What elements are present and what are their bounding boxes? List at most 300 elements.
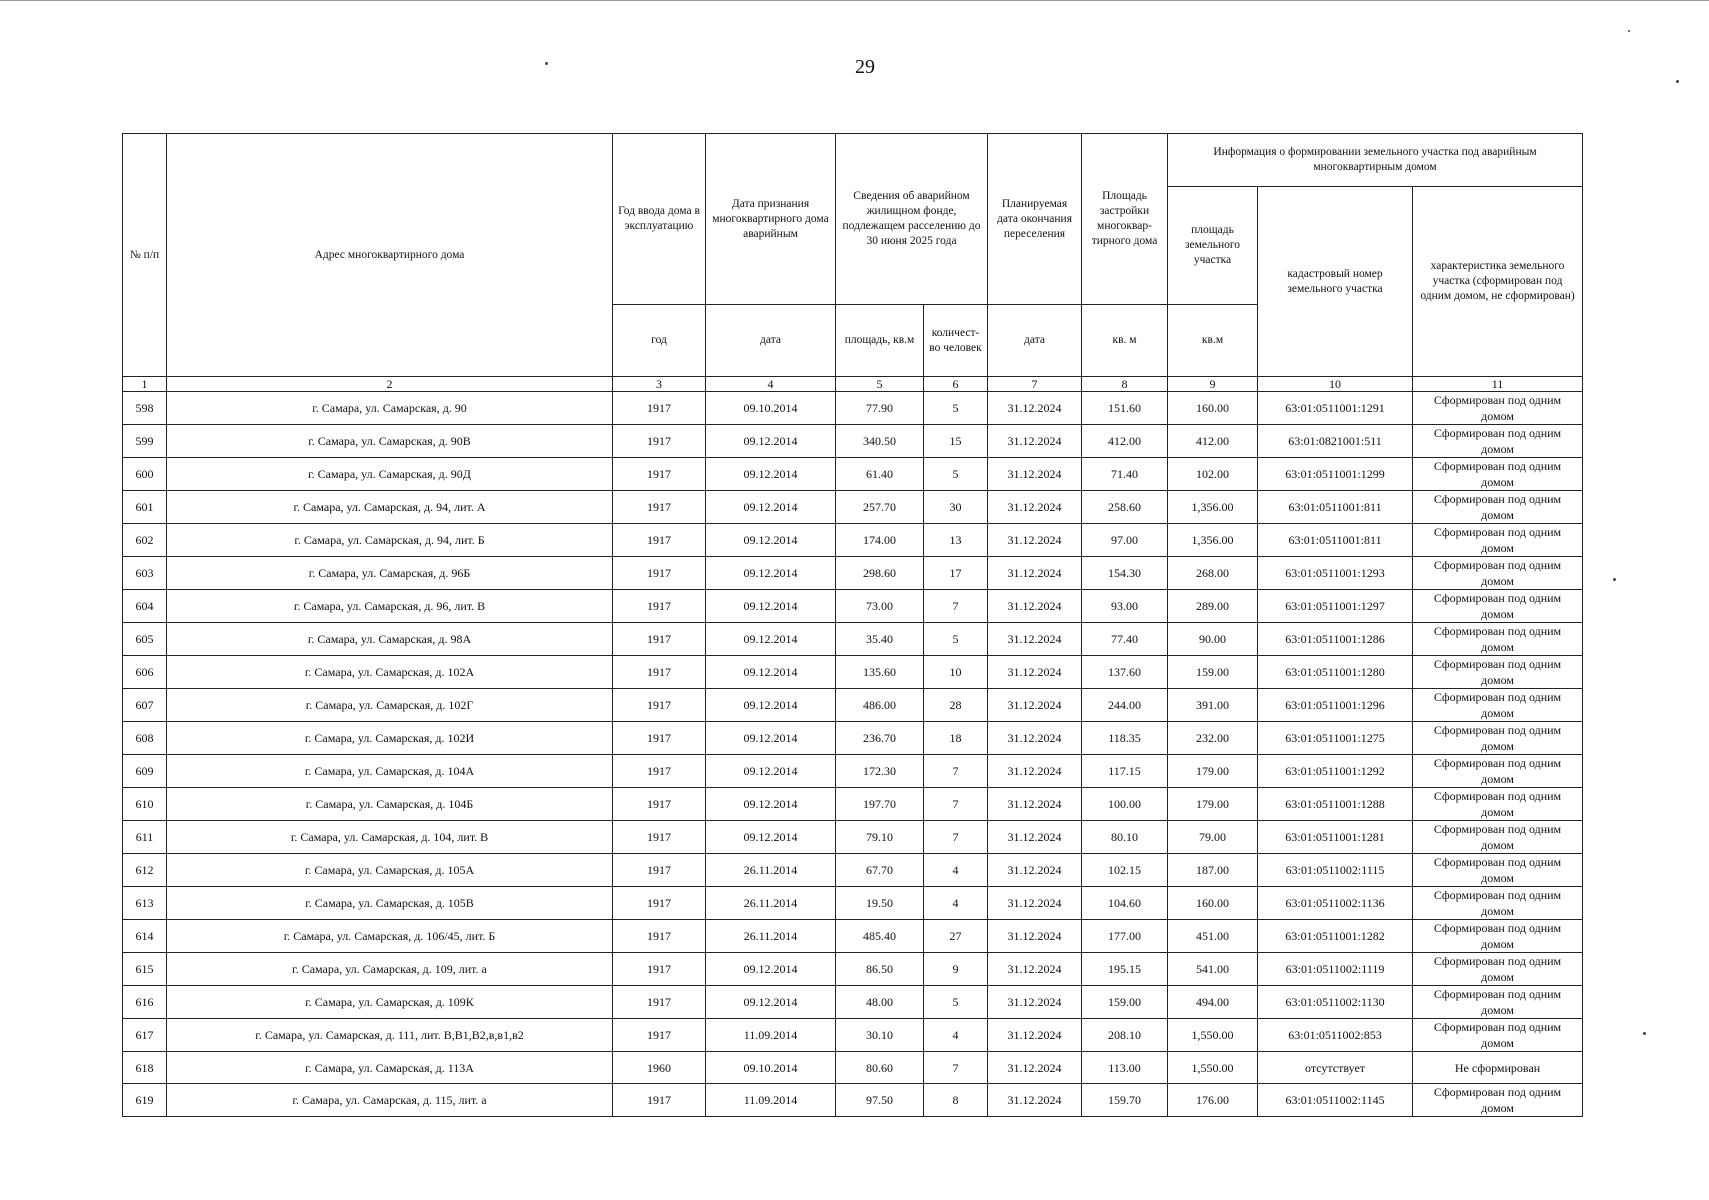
row-land-characteristic: Сформирован под одним домом [1413, 491, 1583, 524]
row-built-area: 159.00 [1082, 986, 1168, 1019]
row-year-built: 1917 [613, 392, 706, 425]
table-row [123, 623, 1583, 656]
row-land-area: 232.00 [1168, 722, 1258, 755]
row-cadastral-number: 63:01:0511001:1281 [1258, 821, 1413, 854]
column-number: 11 [1413, 377, 1583, 392]
row-people-count: 7 [924, 788, 988, 821]
row-built-area: 208.10 [1082, 1019, 1168, 1052]
row-date-declared: 09.12.2014 [706, 623, 836, 656]
row-address: г. Самара, ул. Самарская, д. 98А [167, 623, 613, 656]
row-people-count: 7 [924, 1052, 988, 1084]
row-address: г. Самара, ул. Самарская, д. 102И [167, 722, 613, 755]
row-land-area: 1,356.00 [1168, 491, 1258, 524]
row-number: 603 [123, 557, 167, 590]
row-address: г. Самара, ул. Самарская, д. 96, лит. В [167, 590, 613, 623]
column-number: 9 [1168, 377, 1258, 392]
column-number: 7 [988, 377, 1082, 392]
row-built-area: 258.60 [1082, 491, 1168, 524]
row-year-built: 1917 [613, 425, 706, 458]
row-planned-date: 31.12.2024 [988, 590, 1082, 623]
row-number: 616 [123, 986, 167, 1019]
row-land-area: 391.00 [1168, 689, 1258, 722]
row-built-area: 117.15 [1082, 755, 1168, 788]
unit-plan-date: дата [988, 305, 1082, 377]
row-land-area: 176.00 [1168, 1084, 1258, 1117]
row-date-declared: 09.12.2014 [706, 821, 836, 854]
row-built-area: 177.00 [1082, 920, 1168, 953]
row-land-area: 494.00 [1168, 986, 1258, 1019]
table-row [123, 392, 1583, 425]
row-land-area: 289.00 [1168, 590, 1258, 623]
row-land-characteristic: Сформирован под одним домом [1413, 920, 1583, 953]
row-built-area: 97.00 [1082, 524, 1168, 557]
row-people-count: 13 [924, 524, 988, 557]
row-address: г. Самара, ул. Самарская, д. 113А [167, 1052, 613, 1084]
row-year-built: 1917 [613, 590, 706, 623]
row-planned-date: 31.12.2024 [988, 755, 1082, 788]
row-address: г. Самара, ул. Самарская, д. 104Б [167, 788, 613, 821]
row-planned-date: 31.12.2024 [988, 524, 1082, 557]
row-emergency-area: 486.00 [836, 689, 924, 722]
row-number: 600 [123, 458, 167, 491]
row-built-area: 77.40 [1082, 623, 1168, 656]
row-cadastral-number: 63:01:0511001:811 [1258, 524, 1413, 557]
row-number: 612 [123, 854, 167, 887]
row-number: 606 [123, 656, 167, 689]
row-people-count: 18 [924, 722, 988, 755]
row-emergency-area: 257.70 [836, 491, 924, 524]
row-address: г. Самара, ул. Самарская, д. 102Г [167, 689, 613, 722]
row-year-built: 1917 [613, 1019, 706, 1052]
row-people-count: 8 [924, 1084, 988, 1117]
row-address: г. Самара, ул. Самарская, д. 111, лит. В,В1,В2,в,в1,в2 [167, 1019, 613, 1052]
row-date-declared: 09.12.2014 [706, 953, 836, 986]
row-people-count: 30 [924, 491, 988, 524]
row-people-count: 4 [924, 887, 988, 920]
row-cadastral-number: 63:01:0511001:811 [1258, 491, 1413, 524]
row-date-declared: 11.09.2014 [706, 1019, 836, 1052]
table-row [123, 755, 1583, 788]
row-number: 610 [123, 788, 167, 821]
row-land-characteristic: Сформирован под одним домом [1413, 821, 1583, 854]
row-land-characteristic: Сформирован под одним домом [1413, 986, 1583, 1019]
row-date-declared: 09.12.2014 [706, 557, 836, 590]
row-land-characteristic: Сформирован под одним домом [1413, 590, 1583, 623]
row-year-built: 1917 [613, 953, 706, 986]
row-year-built: 1917 [613, 1084, 706, 1117]
row-year-built: 1917 [613, 854, 706, 887]
table-row [123, 557, 1583, 590]
row-number: 618 [123, 1052, 167, 1084]
column-number-row [123, 377, 1583, 392]
row-emergency-area: 67.70 [836, 854, 924, 887]
row-number: 599 [123, 425, 167, 458]
row-cadastral-number: 63:01:0511001:1286 [1258, 623, 1413, 656]
column-number: 4 [706, 377, 836, 392]
row-land-area: 541.00 [1168, 953, 1258, 986]
row-year-built: 1917 [613, 689, 706, 722]
row-planned-date: 31.12.2024 [988, 1019, 1082, 1052]
row-date-declared: 26.11.2014 [706, 854, 836, 887]
row-address: г. Самара, ул. Самарская, д. 115, лит. а [167, 1084, 613, 1117]
unit-sqm: кв. м [1082, 305, 1168, 377]
unit-date: дата [706, 305, 836, 377]
row-cadastral-number: 63:01:0511001:1292 [1258, 755, 1413, 788]
row-date-declared: 26.11.2014 [706, 887, 836, 920]
row-built-area: 100.00 [1082, 788, 1168, 821]
row-date-declared: 11.09.2014 [706, 1084, 836, 1117]
row-land-area: 187.00 [1168, 854, 1258, 887]
row-people-count: 4 [924, 1019, 988, 1052]
table-row [123, 986, 1583, 1019]
row-number: 607 [123, 689, 167, 722]
row-built-area: 80.10 [1082, 821, 1168, 854]
header-num: № п/п [123, 134, 167, 377]
table-row [123, 1019, 1583, 1052]
row-people-count: 17 [924, 557, 988, 590]
row-date-declared: 09.12.2014 [706, 656, 836, 689]
row-land-area: 160.00 [1168, 887, 1258, 920]
row-people-count: 9 [924, 953, 988, 986]
row-emergency-area: 30.10 [836, 1019, 924, 1052]
row-land-area: 160.00 [1168, 392, 1258, 425]
row-year-built: 1917 [613, 755, 706, 788]
row-address: г. Самара, ул. Самарская, д. 94, лит. Б [167, 524, 613, 557]
row-cadastral-number: 63:01:0511002:853 [1258, 1019, 1413, 1052]
scan-speck [1613, 578, 1616, 581]
table-row [123, 590, 1583, 623]
row-number: 613 [123, 887, 167, 920]
row-year-built: 1917 [613, 458, 706, 491]
row-address: г. Самара, ул. Самарская, д. 105А [167, 854, 613, 887]
row-planned-date: 31.12.2024 [988, 425, 1082, 458]
row-planned-date: 31.12.2024 [988, 656, 1082, 689]
row-year-built: 1917 [613, 722, 706, 755]
row-land-area: 268.00 [1168, 557, 1258, 590]
row-address: г. Самара, ул. Самарская, д. 106/45, лит. Б [167, 920, 613, 953]
header-planned-date: Планируемая дата окончания переселения [988, 134, 1082, 305]
row-emergency-area: 172.30 [836, 755, 924, 788]
row-land-area: 412.00 [1168, 425, 1258, 458]
row-year-built: 1917 [613, 656, 706, 689]
row-land-characteristic: Сформирован под одним домом [1413, 953, 1583, 986]
row-people-count: 5 [924, 623, 988, 656]
row-emergency-area: 35.40 [836, 623, 924, 656]
row-number: 605 [123, 623, 167, 656]
row-land-characteristic: Сформирован под одним домом [1413, 425, 1583, 458]
row-date-declared: 09.12.2014 [706, 590, 836, 623]
row-cadastral-number: 63:01:0511001:1296 [1258, 689, 1413, 722]
table-row [123, 953, 1583, 986]
row-land-characteristic: Сформирован под одним домом [1413, 557, 1583, 590]
row-address: г. Самара, ул. Самарская, д. 109, лит. а [167, 953, 613, 986]
row-land-area: 79.00 [1168, 821, 1258, 854]
column-number: 8 [1082, 377, 1168, 392]
table-row [123, 425, 1583, 458]
row-cadastral-number: 63:01:0511001:1291 [1258, 392, 1413, 425]
row-built-area: 71.40 [1082, 458, 1168, 491]
row-address: г. Самара, ул. Самарская, д. 94, лит. А [167, 491, 613, 524]
column-number: 10 [1258, 377, 1413, 392]
row-date-declared: 09.10.2014 [706, 1052, 836, 1084]
row-cadastral-number: 63:01:0511001:1299 [1258, 458, 1413, 491]
header-year-built: Год ввода дома в эксплуатацию [613, 134, 706, 305]
table-row [123, 722, 1583, 755]
header-date-declared: Дата признания многоквартирного дома аварийным [706, 134, 836, 305]
row-number: 602 [123, 524, 167, 557]
row-planned-date: 31.12.2024 [988, 392, 1082, 425]
table-row [123, 788, 1583, 821]
row-planned-date: 31.12.2024 [988, 1084, 1082, 1117]
scan-speck [545, 62, 548, 65]
scan-top-edge [0, 0, 1709, 1]
row-number: 619 [123, 1084, 167, 1117]
row-planned-date: 31.12.2024 [988, 722, 1082, 755]
table-row [123, 491, 1583, 524]
row-built-area: 113.00 [1082, 1052, 1168, 1084]
row-cadastral-number: 63:01:0511001:1275 [1258, 722, 1413, 755]
column-number: 5 [836, 377, 924, 392]
row-cadastral-number: 63:01:0821001:511 [1258, 425, 1413, 458]
row-emergency-area: 73.00 [836, 590, 924, 623]
row-emergency-area: 61.40 [836, 458, 924, 491]
row-cadastral-number: 63:01:0511001:1280 [1258, 656, 1413, 689]
row-built-area: 159.70 [1082, 1084, 1168, 1117]
row-emergency-area: 135.60 [836, 656, 924, 689]
table-row [123, 689, 1583, 722]
column-number: 6 [924, 377, 988, 392]
table-row [123, 1084, 1583, 1117]
row-number: 604 [123, 590, 167, 623]
row-emergency-area: 174.00 [836, 524, 924, 557]
row-people-count: 10 [924, 656, 988, 689]
row-address: г. Самара, ул. Самарская, д. 96Б [167, 557, 613, 590]
row-cadastral-number: 63:01:0511002:1115 [1258, 854, 1413, 887]
row-people-count: 28 [924, 689, 988, 722]
row-cadastral-number: 63:01:0511002:1145 [1258, 1084, 1413, 1117]
row-built-area: 93.00 [1082, 590, 1168, 623]
row-date-declared: 09.12.2014 [706, 755, 836, 788]
row-built-area: 154.30 [1082, 557, 1168, 590]
row-people-count: 7 [924, 821, 988, 854]
row-year-built: 1917 [613, 986, 706, 1019]
row-built-area: 244.00 [1082, 689, 1168, 722]
row-emergency-area: 48.00 [836, 986, 924, 1019]
column-number: 1 [123, 377, 167, 392]
table-row [123, 656, 1583, 689]
row-people-count: 5 [924, 986, 988, 1019]
row-year-built: 1917 [613, 788, 706, 821]
row-built-area: 118.35 [1082, 722, 1168, 755]
row-emergency-area: 77.90 [836, 392, 924, 425]
row-cadastral-number: 63:01:0511002:1136 [1258, 887, 1413, 920]
row-cadastral-number: 63:01:0511001:1282 [1258, 920, 1413, 953]
row-date-declared: 09.12.2014 [706, 491, 836, 524]
header-address: Адрес многоквартирного дома [167, 134, 613, 377]
row-planned-date: 31.12.2024 [988, 887, 1082, 920]
row-land-characteristic: Сформирован под одним домом [1413, 656, 1583, 689]
page-number: 29 [855, 56, 875, 78]
table-row [123, 854, 1583, 887]
row-people-count: 7 [924, 755, 988, 788]
row-planned-date: 31.12.2024 [988, 854, 1082, 887]
row-address: г. Самара, ул. Самарская, д. 109К [167, 986, 613, 1019]
header-land-info: Информация о формировании земельного участка под аварийным многоквартирным домом [1168, 134, 1583, 187]
row-date-declared: 09.12.2014 [706, 458, 836, 491]
emergency-housing-table [122, 133, 1583, 1117]
header-land-char: характеристика земельного участка (сформирован под одним домом, не сформирован) [1413, 187, 1583, 377]
row-people-count: 7 [924, 590, 988, 623]
row-land-characteristic: Сформирован под одним домом [1413, 887, 1583, 920]
row-year-built: 1917 [613, 920, 706, 953]
row-number: 601 [123, 491, 167, 524]
row-address: г. Самара, ул. Самарская, д. 105В [167, 887, 613, 920]
row-cadastral-number: 63:01:0511002:1130 [1258, 986, 1413, 1019]
row-address: г. Самара, ул. Самарская, д. 104А [167, 755, 613, 788]
row-land-characteristic: Сформирован под одним домом [1413, 458, 1583, 491]
row-land-area: 1,550.00 [1168, 1052, 1258, 1084]
row-built-area: 137.60 [1082, 656, 1168, 689]
row-year-built: 1917 [613, 623, 706, 656]
row-date-declared: 09.12.2014 [706, 425, 836, 458]
row-land-characteristic: Сформирован под одним домом [1413, 623, 1583, 656]
row-land-area: 102.00 [1168, 458, 1258, 491]
table-row [123, 821, 1583, 854]
header-emergency-fund: Сведения об аварийном жилищном фонде, подлежащем расселению до 30 июня 2025 года [836, 134, 988, 305]
row-address: г. Самара, ул. Самарская, д. 104, лит. В [167, 821, 613, 854]
row-planned-date: 31.12.2024 [988, 920, 1082, 953]
row-emergency-area: 80.60 [836, 1052, 924, 1084]
row-planned-date: 31.12.2024 [988, 458, 1082, 491]
row-emergency-area: 86.50 [836, 953, 924, 986]
row-cadastral-number: 63:01:0511002:1119 [1258, 953, 1413, 986]
row-emergency-area: 340.50 [836, 425, 924, 458]
row-land-characteristic: Сформирован под одним домом [1413, 689, 1583, 722]
row-cadastral-number: 63:01:0511001:1297 [1258, 590, 1413, 623]
row-planned-date: 31.12.2024 [988, 788, 1082, 821]
row-year-built: 1917 [613, 887, 706, 920]
row-planned-date: 31.12.2024 [988, 821, 1082, 854]
row-planned-date: 31.12.2024 [988, 986, 1082, 1019]
row-land-area: 179.00 [1168, 755, 1258, 788]
row-date-declared: 09.12.2014 [706, 788, 836, 821]
table-row [123, 920, 1583, 953]
table-row [123, 458, 1583, 491]
column-number: 2 [167, 377, 613, 392]
scan-speck [1628, 30, 1630, 32]
row-number: 609 [123, 755, 167, 788]
row-built-area: 151.60 [1082, 392, 1168, 425]
row-built-area: 102.15 [1082, 854, 1168, 887]
row-emergency-area: 97.50 [836, 1084, 924, 1117]
header-land-area: площадь земельного участка [1168, 187, 1258, 305]
row-people-count: 5 [924, 392, 988, 425]
row-land-area: 179.00 [1168, 788, 1258, 821]
row-date-declared: 26.11.2014 [706, 920, 836, 953]
row-emergency-area: 19.50 [836, 887, 924, 920]
row-land-characteristic: Сформирован под одним домом [1413, 755, 1583, 788]
column-number: 3 [613, 377, 706, 392]
row-people-count: 5 [924, 458, 988, 491]
row-people-count: 15 [924, 425, 988, 458]
row-land-area: 451.00 [1168, 920, 1258, 953]
row-number: 608 [123, 722, 167, 755]
header-built-area: Площадь застройки многоквар-тирного дома [1082, 134, 1168, 305]
row-land-area: 1,550.00 [1168, 1019, 1258, 1052]
row-year-built: 1960 [613, 1052, 706, 1084]
row-address: г. Самара, ул. Самарская, д. 90 [167, 392, 613, 425]
row-land-area: 159.00 [1168, 656, 1258, 689]
scan-speck [1676, 80, 1679, 83]
row-built-area: 195.15 [1082, 953, 1168, 986]
row-land-characteristic: Сформирован под одним домом [1413, 1084, 1583, 1117]
row-year-built: 1917 [613, 491, 706, 524]
row-number: 598 [123, 392, 167, 425]
row-emergency-area: 197.70 [836, 788, 924, 821]
row-land-characteristic: Сформирован под одним домом [1413, 788, 1583, 821]
row-planned-date: 31.12.2024 [988, 557, 1082, 590]
row-date-declared: 09.12.2014 [706, 689, 836, 722]
table-body [123, 392, 1583, 1117]
row-emergency-area: 485.40 [836, 920, 924, 953]
row-land-characteristic: Сформирован под одним домом [1413, 722, 1583, 755]
row-land-characteristic: Сформирован под одним домом [1413, 1019, 1583, 1052]
row-year-built: 1917 [613, 557, 706, 590]
row-land-characteristic: Не сформирован [1413, 1052, 1583, 1084]
row-date-declared: 09.12.2014 [706, 986, 836, 1019]
unit-year: год [613, 305, 706, 377]
row-date-declared: 09.12.2014 [706, 524, 836, 557]
row-emergency-area: 298.60 [836, 557, 924, 590]
table-row [123, 1052, 1583, 1084]
row-cadastral-number: 63:01:0511001:1293 [1258, 557, 1413, 590]
unit-land-sqm: кв.м [1168, 305, 1258, 377]
row-planned-date: 31.12.2024 [988, 1052, 1082, 1084]
table-row [123, 887, 1583, 920]
row-address: г. Самара, ул. Самарская, д. 102А [167, 656, 613, 689]
row-land-area: 90.00 [1168, 623, 1258, 656]
row-number: 611 [123, 821, 167, 854]
row-built-area: 412.00 [1082, 425, 1168, 458]
row-planned-date: 31.12.2024 [988, 491, 1082, 524]
row-planned-date: 31.12.2024 [988, 689, 1082, 722]
row-cadastral-number: отсутствует [1258, 1052, 1413, 1084]
row-number: 617 [123, 1019, 167, 1052]
row-land-area: 1,356.00 [1168, 524, 1258, 557]
row-planned-date: 31.12.2024 [988, 623, 1082, 656]
scan-speck [1643, 1032, 1646, 1035]
row-number: 615 [123, 953, 167, 986]
row-planned-date: 31.12.2024 [988, 953, 1082, 986]
row-year-built: 1917 [613, 821, 706, 854]
row-date-declared: 09.10.2014 [706, 392, 836, 425]
row-land-characteristic: Сформирован под одним домом [1413, 854, 1583, 887]
unit-people: количест-во человек [924, 305, 988, 377]
row-cadastral-number: 63:01:0511001:1288 [1258, 788, 1413, 821]
row-people-count: 4 [924, 854, 988, 887]
row-land-characteristic: Сформирован под одним домом [1413, 524, 1583, 557]
row-land-characteristic: Сформирован под одним домом [1413, 392, 1583, 425]
row-address: г. Самара, ул. Самарская, д. 90В [167, 425, 613, 458]
header-cadastral: кадастровый номер земельного участка [1258, 187, 1413, 377]
row-number: 614 [123, 920, 167, 953]
unit-area: площадь, кв.м [836, 305, 924, 377]
row-emergency-area: 236.70 [836, 722, 924, 755]
row-year-built: 1917 [613, 524, 706, 557]
row-address: г. Самара, ул. Самарская, д. 90Д [167, 458, 613, 491]
row-date-declared: 09.12.2014 [706, 722, 836, 755]
row-people-count: 27 [924, 920, 988, 953]
